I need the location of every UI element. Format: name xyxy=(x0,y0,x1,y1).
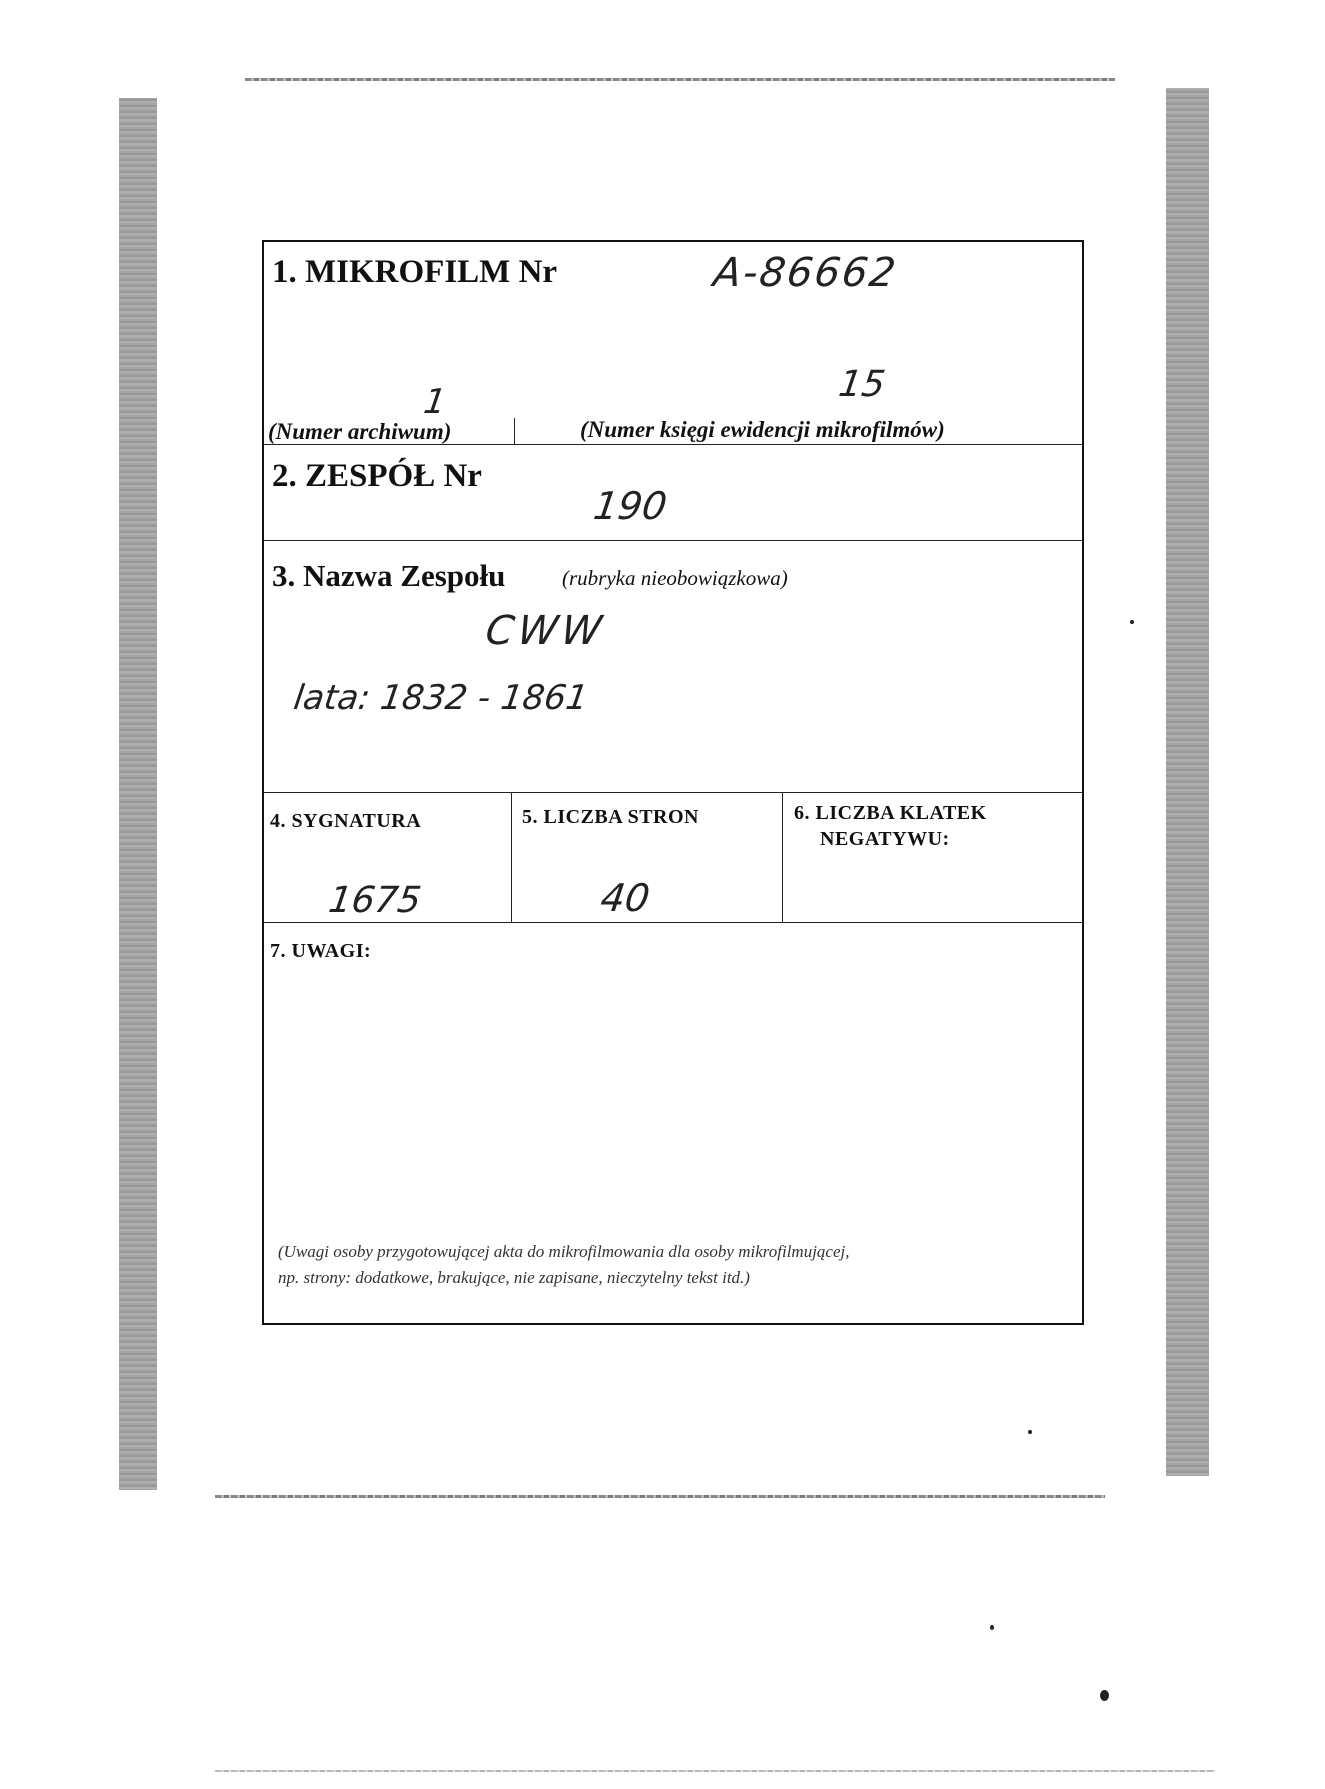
fonds-number: 190 xyxy=(590,484,670,528)
register-number: 15 xyxy=(836,364,888,405)
frame-count-label-2: NEGATYWU: xyxy=(820,828,950,850)
cell-divider-1 xyxy=(511,792,512,922)
speck xyxy=(1130,620,1134,624)
scan-edge-bottom xyxy=(215,1495,1105,1498)
scan-edge-lower xyxy=(215,1770,1215,1772)
fonds-years: lata: 1832 - 1861 xyxy=(291,678,591,718)
remarks-note-1: (Uwagi osoby przygotowującej akta do mikrofilmowania dla osoby mikrofilmującej, xyxy=(278,1242,850,1261)
remarks-note-2: np. strony: dodatkowe, brakujące, nie zapisane, nieczytelny tekst itd.) xyxy=(278,1268,750,1287)
fonds-name-note: (rubryka nieobowiązkowa) xyxy=(562,566,788,590)
row-fonds xyxy=(264,444,1082,541)
row-fonds-name xyxy=(264,540,1082,793)
caption-divider xyxy=(514,418,515,444)
fonds-name-label: 3. Nazwa Zespołu xyxy=(272,558,506,593)
speck xyxy=(1100,1690,1109,1701)
speck xyxy=(990,1625,994,1630)
row-microfilm xyxy=(264,242,1082,445)
remarks-label: 7. UWAGI: xyxy=(270,940,372,962)
microfilm-number: A-86662 xyxy=(710,250,901,296)
microfilm-form xyxy=(262,240,1084,1325)
register-number-caption: (Numer księgi ewidencji mikrofilmów) xyxy=(580,417,945,442)
fonds-label: 2. ZESPÓŁ Nr xyxy=(272,458,482,494)
row-counts xyxy=(264,792,1082,923)
archive-number-caption: (Numer archiwum) xyxy=(268,419,452,444)
archive-number: 1 xyxy=(421,382,449,422)
frame-count-label-1: 6. LICZBA KLATEK xyxy=(794,802,987,824)
microfilm-label: 1. MIKROFILM Nr xyxy=(272,254,558,290)
scan-edge-left xyxy=(119,98,157,1490)
signature-label: 4. SYGNATURA xyxy=(270,810,422,832)
scan-edge-top xyxy=(245,78,1115,81)
signature-value: 1675 xyxy=(326,880,424,921)
page-count-label: 5. LICZBA STRON xyxy=(522,806,699,828)
page-count-value: 40 xyxy=(597,876,653,920)
row-remarks xyxy=(264,922,1082,1323)
fonds-name-value: CWW xyxy=(482,608,609,654)
scan-edge-right xyxy=(1166,88,1209,1476)
cell-divider-2 xyxy=(782,792,783,922)
speck xyxy=(1028,1430,1032,1434)
